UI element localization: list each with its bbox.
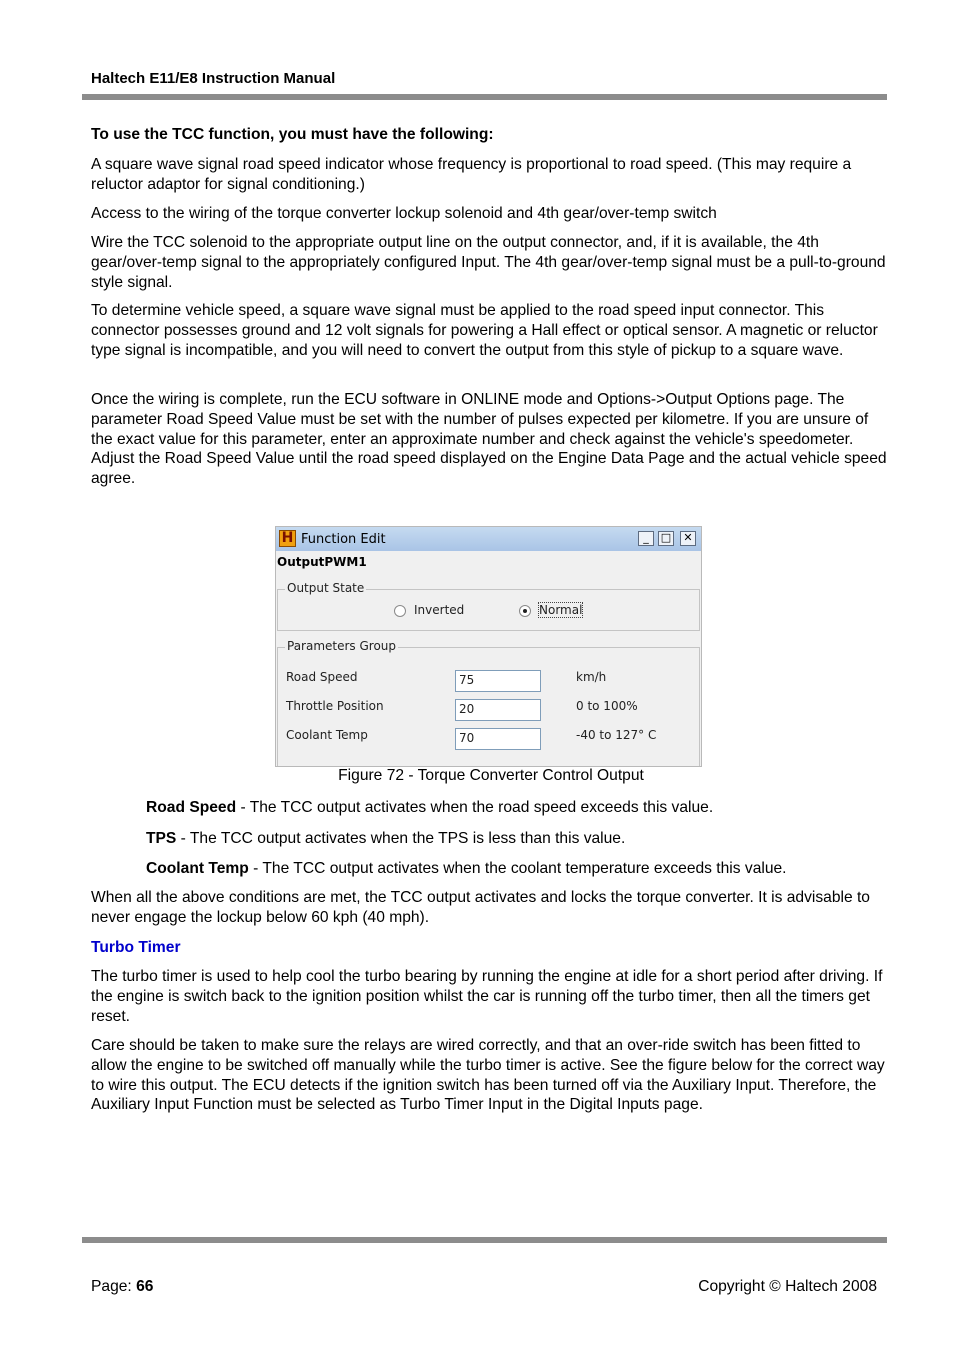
dialog-title: Function Edit: [301, 532, 386, 547]
road-speed-input[interactable]: 75: [455, 670, 541, 692]
footer-rule: [82, 1237, 887, 1243]
radio-inverted[interactable]: [394, 605, 406, 617]
definition-tps: [146, 829, 886, 849]
parameters-legend: Parameters Group: [287, 639, 397, 653]
term: Coolant Temp: [146, 860, 249, 877]
paragraph-wiring-access: Access to the wiring of the torque converter lockup solenoid and 4th gear/over-temp switch: [91, 205, 717, 222]
turbo-timer-heading[interactable]: Turbo Timer: [91, 939, 181, 956]
tcc-requirements-heading: To use the TCC function, you must have the following:: [91, 126, 494, 143]
paragraph-wire-solenoid: Wire the TCC solenoid to the appropriate output line on the output connector, and, if it is available, the 4th gear/over-temp signal to the appropriately configured Input. The 4th gear/over-temp signal must be a pull-to-ground style signal.: [91, 234, 886, 291]
function-name-label: OutputPWM1: [277, 555, 367, 569]
road-speed-unit: km/h: [576, 670, 607, 684]
paragraph-conditions-met: When all the above conditions are met, the TCC output activates and locks the torque converter. It is advisable to never engage the lockup below 60 kph (40 mph).: [91, 889, 870, 926]
output-state-legend: Output State: [287, 581, 365, 595]
throttle-position-input[interactable]: 20: [455, 699, 541, 721]
header-rule: [82, 94, 887, 100]
header-title: Haltech E11/E8 Instruction Manual: [91, 70, 336, 87]
haltech-app-icon: H: [279, 530, 296, 547]
definition-road-speed: [146, 798, 886, 818]
paragraph-relay-wiring: Care should be taken to make sure the relays are wired correctly, and that an over-ride switch has been fitted to allow the engine to be switched off manually while the turbo timer is active. See the figure below for the correct way to wire this output. The ECU detects if the ignition switch has been turned off via the Auxiliary Input. Therefore, the Auxiliary Input Function must be selected as Turbo Timer Input in the Digital Inputs page.: [91, 1037, 885, 1114]
definition-text: - The TCC output activates when the road speed exceeds this value.: [236, 799, 714, 816]
output-state-group: [277, 581, 700, 631]
radio-selected-dot: [523, 609, 527, 613]
definition-text: - The TCC output activates when the TPS is less than this value.: [176, 830, 626, 847]
coolant-temp-unit: -40 to 127° C: [576, 728, 657, 742]
close-button[interactable]: ✕: [680, 531, 696, 546]
term: TPS: [146, 830, 177, 847]
param-label-road-speed: Road Speed: [286, 670, 358, 684]
coolant-temp-input[interactable]: 70: [455, 728, 541, 750]
paragraph-turbo-timer: The turbo timer is used to help cool the turbo bearing by running the engine at idle for a short period after driving. If the engine is switch back to the ignition position whilst the car is running off the turbo timer, then all the timers get reset.: [91, 968, 883, 1025]
parameters-group: [277, 639, 700, 767]
radio-normal-label[interactable]: Normal: [539, 603, 583, 617]
param-label-throttle-position: Throttle Position: [286, 699, 384, 713]
minimize-button[interactable]: _: [638, 531, 654, 546]
radio-normal[interactable]: [519, 605, 531, 617]
definition-coolant-temp: [146, 859, 886, 879]
maximize-button[interactable]: □: [658, 531, 674, 546]
copyright: Copyright © Haltech 2008: [698, 1278, 877, 1295]
paragraph-road-speed-signal: A square wave signal road speed indicator whose frequency is proportional to road speed. (This may require a reluctor adaptor for signal conditioning.): [91, 156, 852, 193]
throttle-position-unit: 0 to 100%: [576, 699, 638, 713]
function-edit-dialog: [275, 526, 702, 767]
paragraph-online-setup: Once the wiring is complete, run the ECU software in ONLINE mode and Options->Output Options page. The parameter Road Speed Value must be set with the number of pulses expected per kilometre. If you are unsure of the exact value for this parameter, enter an approximate number and check against the vehicle's speedometer. Adjust the Road Speed Value until the road speed displayed on the Engine Data Page and the actual vehicle speed agree.: [91, 391, 887, 488]
dialog-titlebar: [276, 527, 701, 551]
figure-caption: Figure 72 - Torque Converter Control Output: [338, 767, 644, 784]
definition-text: - The TCC output activates when the coolant temperature exceeds this value.: [248, 860, 787, 877]
param-label-coolant-temp: Coolant Temp: [286, 728, 368, 742]
page-number: Page: 66: [91, 1278, 154, 1295]
radio-inverted-label[interactable]: Inverted: [414, 603, 465, 617]
paragraph-vehicle-speed: To determine vehicle speed, a square wave signal must be applied to the road speed input connector. This connector possesses ground and 12 volt signals for powering a Hall effect or optical sensor. A magnetic or reluctor type signal is incompatible, and you will need to convert the output from this style of pickup to a square wave.: [91, 302, 878, 359]
term: Road Speed: [146, 799, 237, 816]
